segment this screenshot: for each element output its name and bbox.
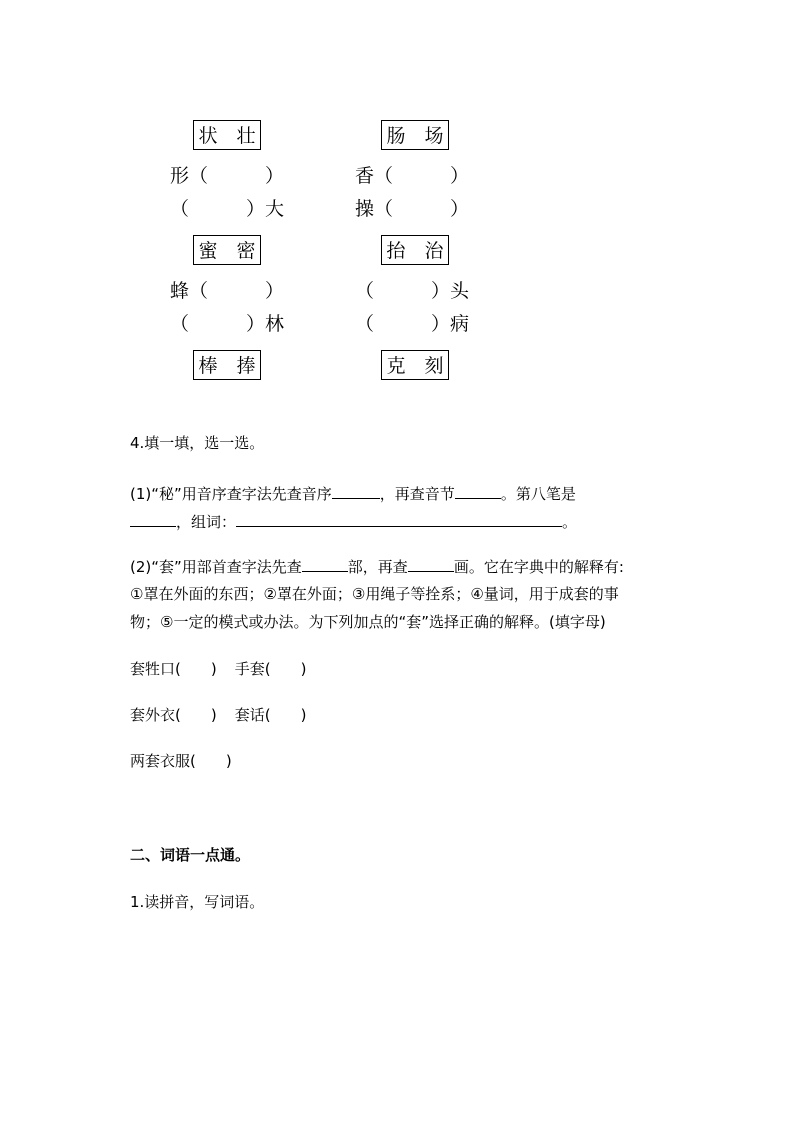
fill-line: （ ）林 xyxy=(170,313,285,335)
char-box-4: 抬 治 xyxy=(381,235,449,265)
fill-line: 操（ ） xyxy=(355,198,470,220)
answer-blank[interactable] xyxy=(130,510,176,527)
answer-blank[interactable] xyxy=(332,482,380,499)
q4-item: 套话( ) xyxy=(234,706,307,724)
q4-item: 套外衣( ) xyxy=(130,706,217,724)
q4-p1-text-b: ，再查音节 xyxy=(379,485,455,503)
fill-line: （ ）病 xyxy=(355,313,470,335)
q4-item: 套牲口( ) xyxy=(130,660,217,678)
q4-item-row xyxy=(130,705,306,725)
answer-blank[interactable] xyxy=(236,510,562,527)
q4-part2-line2: ①罩在外面的东西；②罩在外面；③用绳子等拴系；④量词，用于成套的事 xyxy=(130,585,619,603)
q4-part1-line2 xyxy=(130,510,577,532)
q4-item: 两套衣服( ) xyxy=(130,752,232,770)
fill-line: 香（ ） xyxy=(355,165,470,187)
char-box-5: 棒 捧 xyxy=(193,350,261,380)
answer-blank[interactable] xyxy=(302,555,348,572)
q4-item-row xyxy=(130,751,232,771)
section-2-question-1: 1.读拼音，写词语。 xyxy=(130,893,265,911)
q4-p1-text-c: 。第八笔是 xyxy=(500,485,576,503)
fill-line: 蜂（ ） xyxy=(170,280,285,302)
char-box-3: 蜜 密 xyxy=(193,235,261,265)
answer-blank[interactable] xyxy=(408,555,454,572)
fill-line: 形（ ） xyxy=(170,165,285,187)
q4-p1-text-a: (1)“秘”用音序查字法先查音序 xyxy=(130,485,332,503)
q4-item: 手套( ) xyxy=(234,660,307,678)
q4-part1-line1 xyxy=(130,482,576,504)
answer-blank[interactable] xyxy=(455,482,501,499)
q4-part2-line3: 物；⑤一定的模式或办法。为下列加点的“套”选择正确的解释。(填字母) xyxy=(130,613,606,631)
q4-p2-text-c: 画。它在字典中的解释有: xyxy=(453,558,624,576)
char-box-1: 状 壮 xyxy=(193,120,261,150)
q4-p2-text-b: 部，再查 xyxy=(347,558,408,576)
char-box-2: 肠 场 xyxy=(381,120,449,150)
q4-p1-text-e: 。 xyxy=(562,513,578,531)
q4-part2-line1 xyxy=(130,555,624,577)
char-box-6: 克 刻 xyxy=(381,350,449,380)
q4-p1-text-d: ，组词： xyxy=(176,513,237,531)
q4-p2-text-a: (2)“套”用部首查字法先查 xyxy=(130,558,302,576)
fill-line: （ ）头 xyxy=(355,280,470,302)
section-2-title: 二、词语一点通。 xyxy=(130,846,251,864)
q4-item-row xyxy=(130,659,306,679)
question-4-title: 4.填一填，选一选。 xyxy=(130,434,265,452)
fill-line: （ ）大 xyxy=(170,198,285,220)
